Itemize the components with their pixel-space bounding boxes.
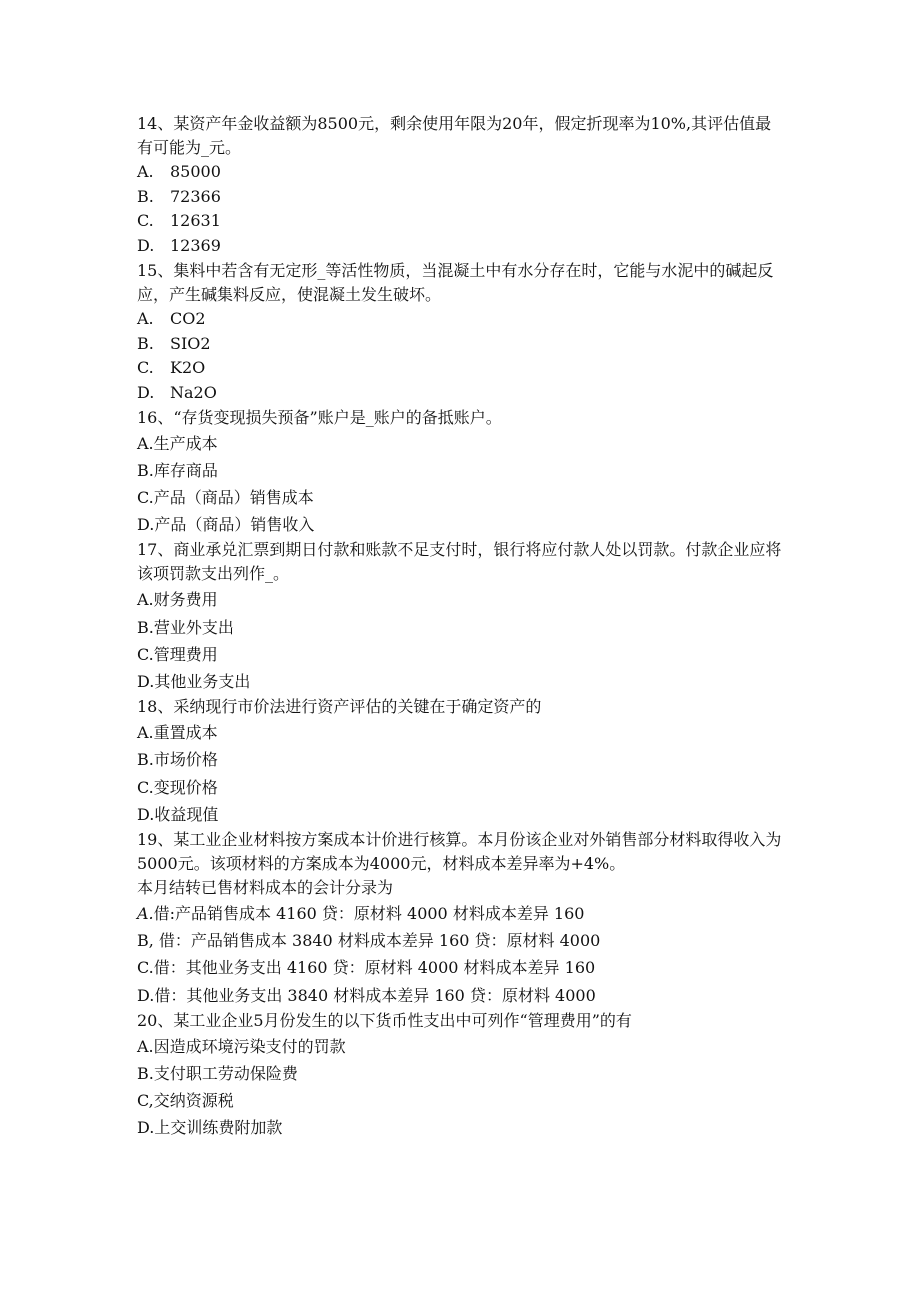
option-text: 支付职工劳动保险费: [153, 1064, 298, 1084]
option-text: 财务费用: [153, 590, 218, 610]
option-text: Na2O: [170, 382, 217, 402]
option-c: [137, 484, 787, 511]
question-stem: 17、商业承兑汇票到期日付款和账款不足支付时，银行将应付款人处以罚款。付款企业应将该项罚款支出列作_。: [137, 540, 782, 584]
option-text: 85000: [170, 162, 221, 181]
option-a: [137, 586, 787, 613]
option-d: [137, 381, 787, 406]
option-text: SIO2: [170, 333, 211, 353]
option-letter: D.: [137, 382, 155, 402]
option-text: 交纳资源税: [153, 1091, 234, 1111]
option-a: [137, 900, 787, 927]
option-c: [137, 774, 787, 801]
option-c: [137, 356, 787, 381]
option-letter: A.: [137, 162, 154, 181]
option-text: 上交训练费附加款: [154, 1118, 283, 1138]
option-text: 72366: [170, 186, 221, 206]
option-c: [137, 641, 787, 668]
option-text: 因造成环境污染支付的罚款: [153, 1036, 346, 1056]
question-16: [137, 406, 787, 539]
option-text: 借：其他业务支出 3840 材料成本差异 160 贷：原材料 4000: [154, 985, 596, 1005]
option-letter: B.: [137, 333, 154, 353]
option-d: [137, 668, 787, 695]
option-letter: A.: [137, 433, 154, 453]
option-text: 其他业务支出: [154, 672, 251, 692]
option-letter: D.: [137, 1118, 155, 1138]
question-stem: 16、“存货变现损失预备”账户是_账户的备抵账户。: [137, 407, 502, 427]
option-letter: C.: [137, 358, 154, 378]
question-stem: 19、某工业企业材料按方案成本计价进行核算。本月份该企业对外销售部分材料取得收入为5000元。该项材料的方案成本为4000元，材料成本差异率为+4%。: [137, 830, 782, 874]
question-stem: 20、某工业企业5月份发生的以下货币性支出中可列作“管理费用”的有: [137, 1010, 632, 1030]
option-letter: B.: [137, 1064, 154, 1084]
option-text: 库存商品: [153, 460, 218, 480]
option-text: 12369: [170, 236, 221, 256]
option-letter: A.: [137, 723, 154, 743]
option-letter: B.: [137, 750, 154, 770]
option-b: [137, 927, 787, 954]
option-letter: B.: [137, 186, 154, 206]
question-list: [137, 112, 787, 1142]
option-d: [137, 511, 787, 538]
option-d: [137, 1114, 787, 1141]
option-a: [137, 719, 787, 746]
option-letter: A.: [137, 590, 154, 610]
option-a: [137, 1033, 787, 1060]
option-text: 借：产品销售成本 3840 材料成本差异 160 贷：原材料 4000: [153, 931, 601, 951]
option-b: [137, 614, 787, 641]
option-text: 生产成本: [153, 433, 218, 453]
option-d: [137, 801, 787, 828]
option-text: 12631: [170, 211, 221, 231]
option-letter: C.: [137, 488, 154, 508]
option-letter: D.: [137, 672, 155, 692]
option-b: [137, 1060, 787, 1087]
option-text: 重置成本: [153, 723, 218, 743]
question-14: [137, 112, 787, 259]
option-text: CO2: [170, 308, 206, 328]
option-a: [137, 160, 787, 185]
option-text: 产品（商品）销售收入: [154, 515, 315, 535]
option-letter: D.: [137, 804, 155, 824]
option-text: 收益现值: [154, 804, 219, 824]
option-letter: C,: [137, 1091, 154, 1111]
option-c: [137, 954, 787, 981]
question-stem: 18、采纳现行市价法进行资产评估的关键在于确定资产的: [137, 697, 542, 717]
option-text: 营业外支出: [153, 617, 234, 637]
option-text: K2O: [170, 358, 206, 378]
option-letter: B.: [137, 460, 154, 480]
option-d: [137, 982, 787, 1009]
option-letter: C.: [137, 211, 154, 231]
option-text: 市场价格: [153, 750, 218, 770]
question-15: [137, 259, 787, 406]
option-letter: D.: [137, 515, 155, 535]
question-17: [137, 538, 787, 695]
option-text: 变现价格: [153, 777, 218, 797]
option-letter: A.: [137, 1036, 154, 1056]
option-letter: A.: [137, 904, 154, 924]
question-20: [137, 1009, 787, 1142]
question-stem-continued: 本月结转已售材料成本的会计分录为: [137, 878, 394, 898]
option-a: [137, 307, 787, 332]
question-18: [137, 695, 787, 828]
option-letter: C.: [137, 777, 154, 797]
option-text: 借：其他业务支出 4160 贷：原材料 4000 材料成本差异 160: [153, 958, 596, 978]
option-b: [137, 746, 787, 773]
option-text: 管理费用: [153, 644, 218, 664]
question-stem: 15、集料中若含有无定形_等活性物质，当混凝土中有水分存在时，它能与水泥中的碱起反应，产生碱集料反应，使混凝土发生破坏。: [137, 260, 774, 304]
option-letter: B,: [137, 931, 154, 951]
question-stem: 14、某资产年金收益额为8500元，剩余使用年限为20年，假定折现率为10%,其评估值最有可能为_元。: [137, 114, 772, 157]
option-b: [137, 457, 787, 484]
option-letter: A.: [137, 308, 154, 328]
option-letter: B.: [137, 617, 154, 637]
option-b: [137, 185, 787, 210]
option-letter: D.: [137, 985, 155, 1005]
option-c: [137, 1087, 787, 1114]
option-a: [137, 430, 787, 457]
option-letter: D.: [137, 236, 155, 256]
question-19: [137, 828, 787, 1009]
option-text: 产品（商品）销售成本: [153, 488, 314, 508]
option-c: [137, 209, 787, 234]
option-letter: C.: [137, 958, 154, 978]
option-text: 借:产品销售成本 4160 贷：原材料 4000 材料成本差异 160: [153, 904, 585, 924]
option-letter: C.: [137, 644, 154, 664]
option-b: [137, 332, 787, 357]
option-d: [137, 234, 787, 259]
